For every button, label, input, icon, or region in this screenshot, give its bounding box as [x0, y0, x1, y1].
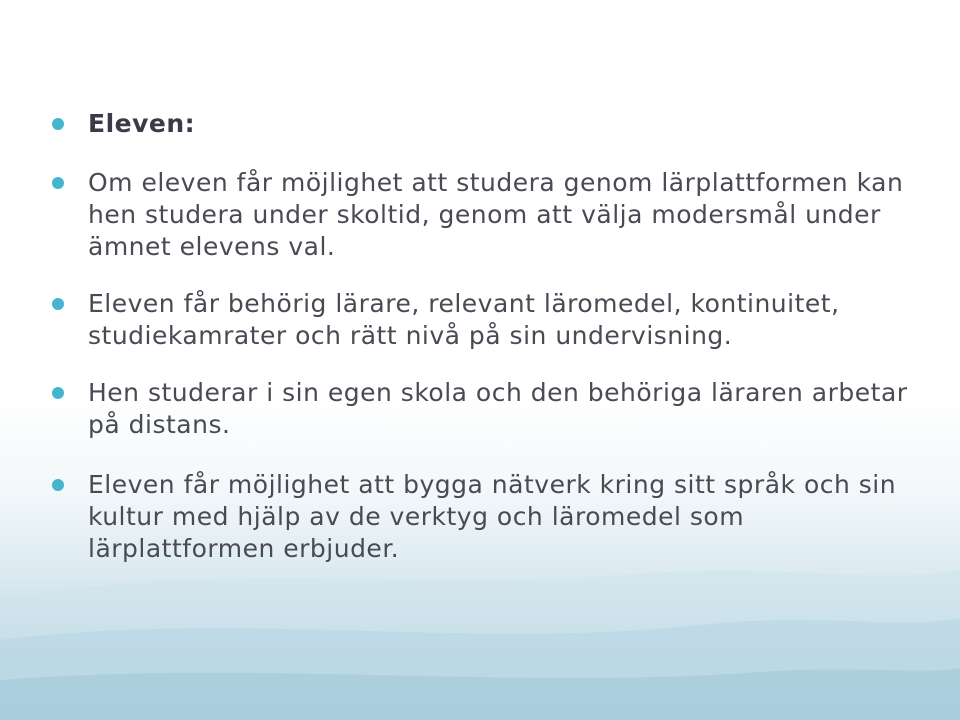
- bullet-dot-icon: [52, 118, 64, 130]
- bullet-dot-icon: [52, 387, 64, 399]
- bullet-text: Hen studerar i sin egen skola och den behöriga läraren arbetar på distans.: [88, 378, 908, 439]
- bullet-heading-text: Eleven:: [88, 109, 196, 138]
- bullet-dot-icon: [52, 177, 64, 189]
- bullet-text: Eleven får behörig lärare, relevant läromedel, kontinuitet, studiekamrater och rätt nivå på sin undervisning.: [88, 289, 840, 350]
- bullet-text: Eleven får möjlighet att bygga nätverk kring sitt språk och sin kultur med hjälp av de verktyg och läromedel som lärplattformen erbjuder.: [88, 470, 897, 563]
- bullet-dot-icon: [52, 298, 64, 310]
- bullet-dot-icon: [52, 479, 64, 491]
- bullet-text: Om eleven får möjlighet att studera genom lärplattformen kan hen studera under skoltid, genom att välja modersmål under ämnet elevens val.: [88, 168, 904, 261]
